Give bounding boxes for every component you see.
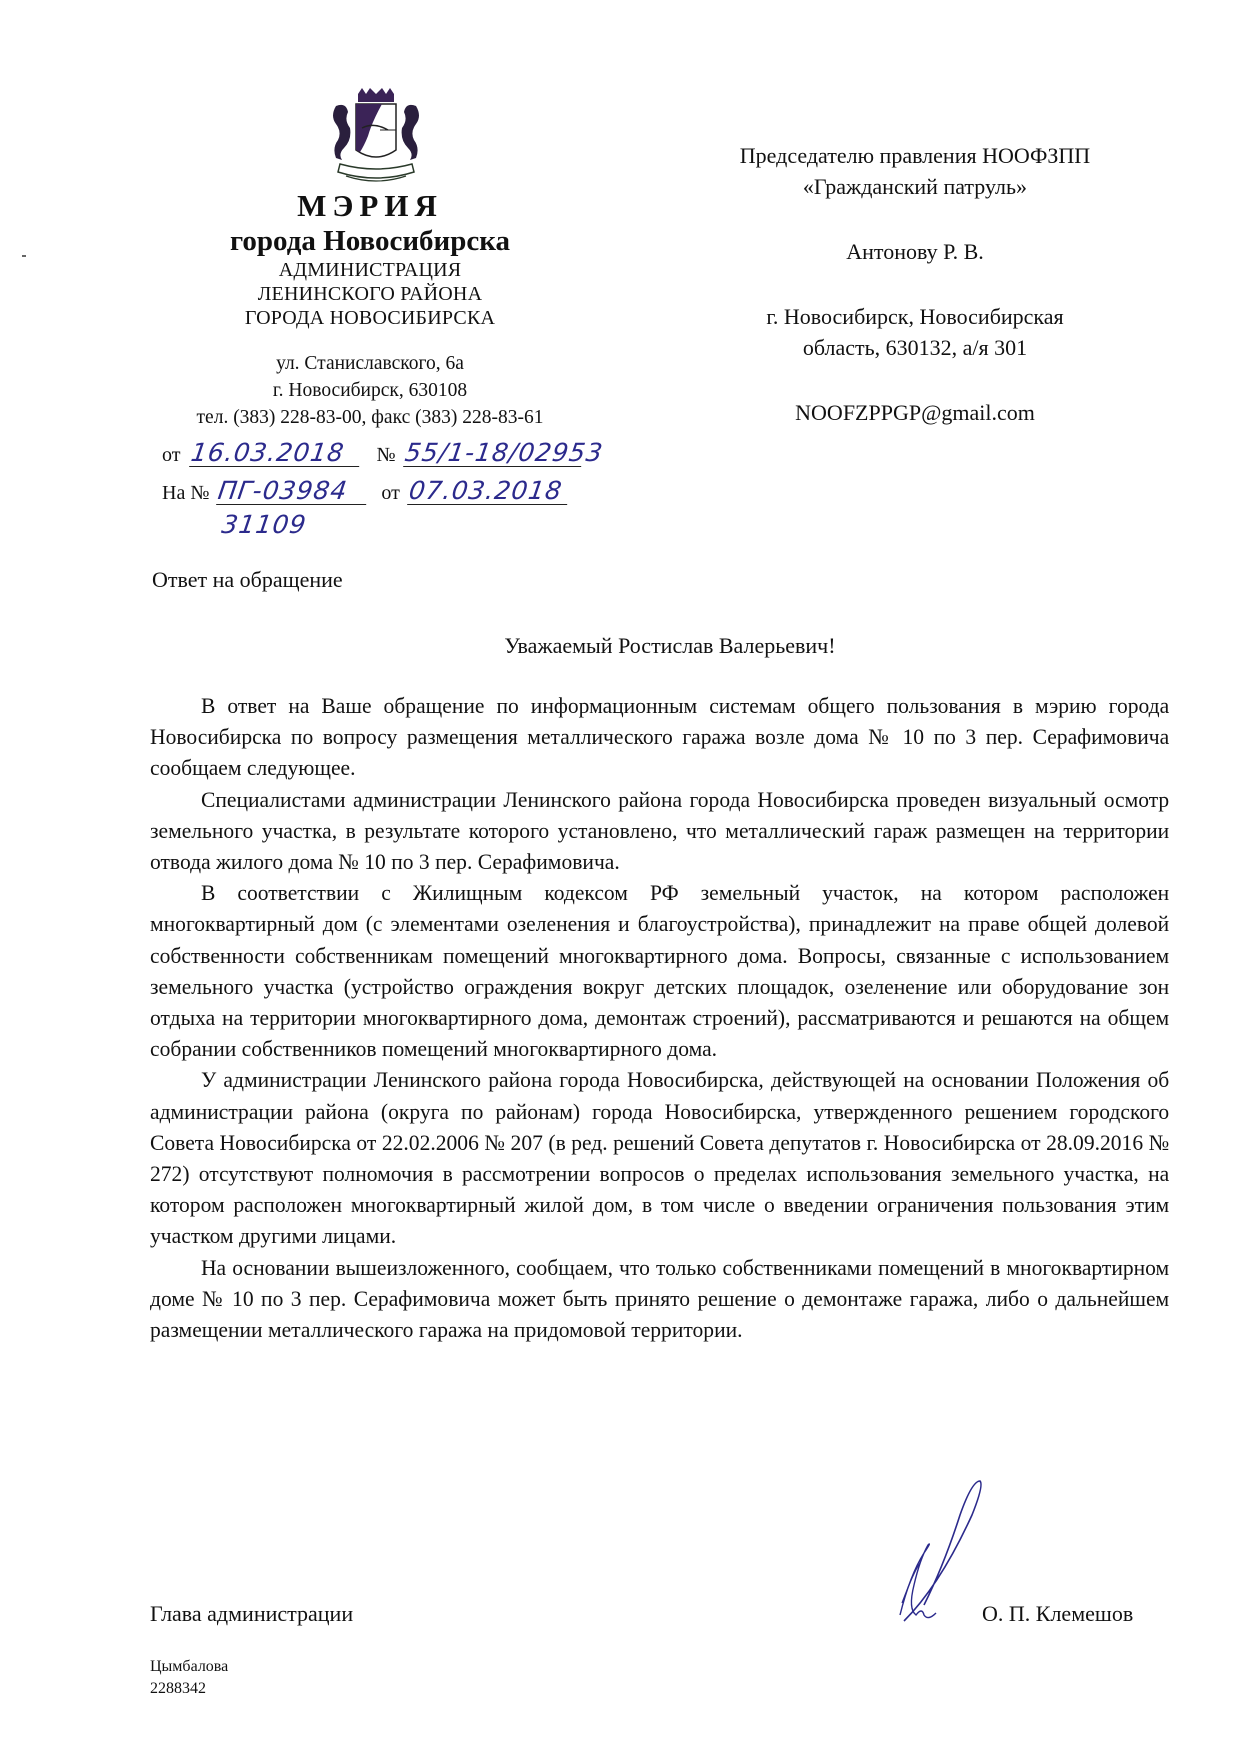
recipient-address: область, 630132, а/я 301 (802, 335, 1028, 360)
reply-date: 07.03.2018 (407, 478, 571, 505)
number-label: № (376, 444, 396, 466)
recipient-position: Председателю правления НООФЗПП (739, 143, 1091, 168)
admin-line: ЛЕНИНСКОГО РАЙОНА (257, 283, 483, 305)
registration-row (162, 438, 605, 470)
from-label: от (162, 444, 181, 466)
registration-date: 16.03.2018 (190, 440, 364, 467)
reply-number: ПГ-03984 (217, 478, 371, 505)
paragraph: В ответ на Ваше обращение по информационным системам общего пользования в мэрию города Новосибирска по вопросу размещения металлического гаража возле дома № 10 по 3 пер. Серафимовича сообщаем следующее. (150, 693, 1170, 781)
recipient-address: г. Новосибирск, Новосибирская (766, 304, 1064, 329)
subject-line: Ответ на обращение (152, 567, 343, 592)
city-title: города Новосибирска (229, 225, 511, 257)
paragraph: Специалистами администрации Ленинского района города Новосибирска проведен визуальный осмотр земельного участка, в результате которого установлено, что металлический гараж размещен на территории отвода жилого дома № 10 по 3 пер. Серафимовича. (150, 786, 1170, 875)
contact-line: тел. (383) 228-83-00, факс (383) 228-83-61 (196, 407, 544, 428)
recipient-name: Антонову Р. В. (846, 239, 984, 264)
extra-number-wrap (219, 510, 309, 539)
coat-of-arms-icon (322, 88, 430, 188)
reply-to-label: На № (162, 482, 210, 504)
paragraph: У администрации Ленинского района города Новосибирска, действующей на основании Положения об администрации района (округа по районам) города Новосибирска, утвержденного решением городского Совета Новосибирска от 22.02.2006 № 207 (в ред. решений Совета депутатов г. Новосибирска от 28.09.2016 № 272) отсутствуют полномочия в рассмотрении вопросов о пределах использования земельного участка, на котором расположен многоквартирный жилой дом, в том числе о введении ограничения пользования этим участком другими лицами. (150, 1067, 1170, 1249)
letter-body (150, 690, 1169, 1345)
executor-block (150, 1656, 228, 1700)
scan-speck (22, 255, 26, 257)
registration-number: 55/1-18/02953 (402, 438, 605, 467)
address-line: ул. Станиславского, 6а (276, 353, 464, 374)
extra-number: 31109 (219, 510, 309, 539)
address-line: г. Новосибирск, 630108 (272, 380, 468, 401)
salutation: Уважаемый Ростислав Валерьевич! (504, 633, 836, 658)
letterhead (150, 188, 590, 431)
reply-row (162, 478, 569, 508)
mayor-title: МЭРИЯ (297, 188, 443, 223)
recipient-organization: «Гражданский патруль» (802, 174, 1028, 199)
admin-line: ГОРОДА НОВОСИБИРСКА (244, 307, 496, 329)
recipient-block (660, 140, 1170, 428)
admin-line: АДМИНИСТРАЦИЯ (278, 259, 462, 281)
paragraph: В соответствии с Жилищным кодексом РФ земельный участок, на котором расположен многоквартирный дом (с элементами озеленения и благоустройства), принадлежит на праве общей долевой собственности собственникам помещений многоквартирного дома. Вопросы, связанные с использованием земельного участка (устройство ограждения вокруг детских площадок, озеленение или оборудование зон отдыха на территории многоквартирного дома, демонтаж строений), рассматриваются и решаются на общем собрании собственников помещений многоквартирного дома. (150, 880, 1170, 1062)
signatory-position: Глава администрации (150, 1601, 354, 1626)
signatory-name: О. П. Клемешов (982, 1601, 1134, 1626)
recipient-email: NOOFZPPGP@gmail.com (795, 400, 1035, 425)
executor-name: Цымбалова (150, 1658, 229, 1675)
reply-from-label: от (381, 482, 400, 504)
executor-phone: 2288342 (150, 1680, 206, 1697)
paragraph: На основании вышеизложенного, сообщаем, что только собственниками помещений в многоквартирном доме № 10 по 3 пер. Серафимовича может быть принято решение о демонтаже гаража, либо о дальнейшем размещении металлического гаража на придомовой территории. (150, 1254, 1170, 1343)
